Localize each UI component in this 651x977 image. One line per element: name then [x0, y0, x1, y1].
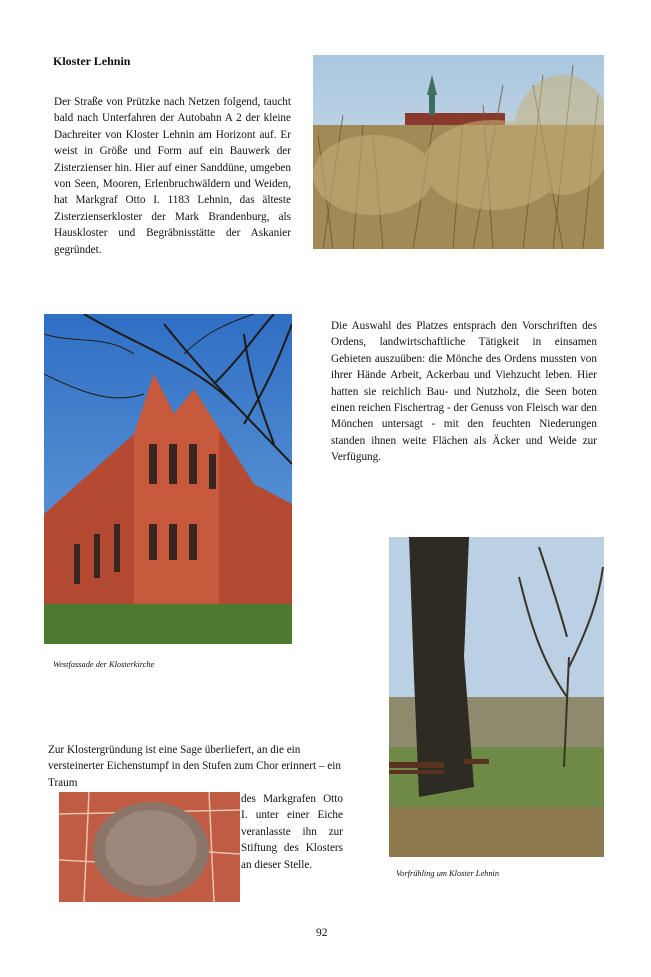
page-title: Kloster Lehnin	[53, 54, 131, 68]
photo-vorfruehling	[389, 537, 604, 857]
caption-westfassade: Westfassade der Klosterkirche	[53, 660, 155, 669]
caption-vorfruehling: Vorfrühling um Kloster Lehnin	[396, 869, 500, 878]
photo-kloster-horizon	[313, 55, 604, 249]
photo-eichenstumpf	[59, 792, 240, 902]
paragraph-sage: Zur Klostergründung ist eine Sage überliefert, an die ein versteinerter Eichenstumpf in den Stufen zum Chor erinnert – ein Traum	[48, 744, 341, 789]
paragraph-sage-side: des Markgrafen Otto I. unter einer Eiche veranlasste ihn zur Stiftung des Klosters an dieser Stelle.	[241, 793, 343, 871]
paragraph-ordensvorschriften: Die Auswahl des Platzes entsprach den Vorschriften des Ordens, landwirtschaftliche Tätigkeit in einsamen Gebieten auszuüben: die Mönche des Ordens mussten von ihrer Hände Arbeit, Ackerbau und Viehzucht leben. Hier hatten sie reichlich Bau- und Nutzholz, die Seen boten einen reichen Fischertrag - der Genuss von Fleisch war den Mönchen untersagt - mit den feuchten Niederungen standen ihnen weite Flächen als Äcker und Weide zur Verfügung.	[331, 320, 597, 464]
page-number: 92	[316, 927, 328, 939]
paragraph-intro: Der Straße von Prützke nach Netzen folgend, taucht bald nach Unterfahren der Autobahn A 2 der kleine Dachreiter von Kloster Lehnin am Horizont auf. Er weist in Größe und Form auf ein Bauwerk der Zisterzienser hin. Hier auf einer Sanddüne, umgeben von Seen, Mooren, Erlenbruchwäldern und Weiden, hat Markgraf Otto I. 1183 Lehnin, das älteste Zisterzienserkloster der Mark Brandenburg, als Hauskloster und Begräbnisstätte der Askanier gegründet.	[54, 96, 291, 256]
photo-westfassade	[44, 314, 292, 644]
